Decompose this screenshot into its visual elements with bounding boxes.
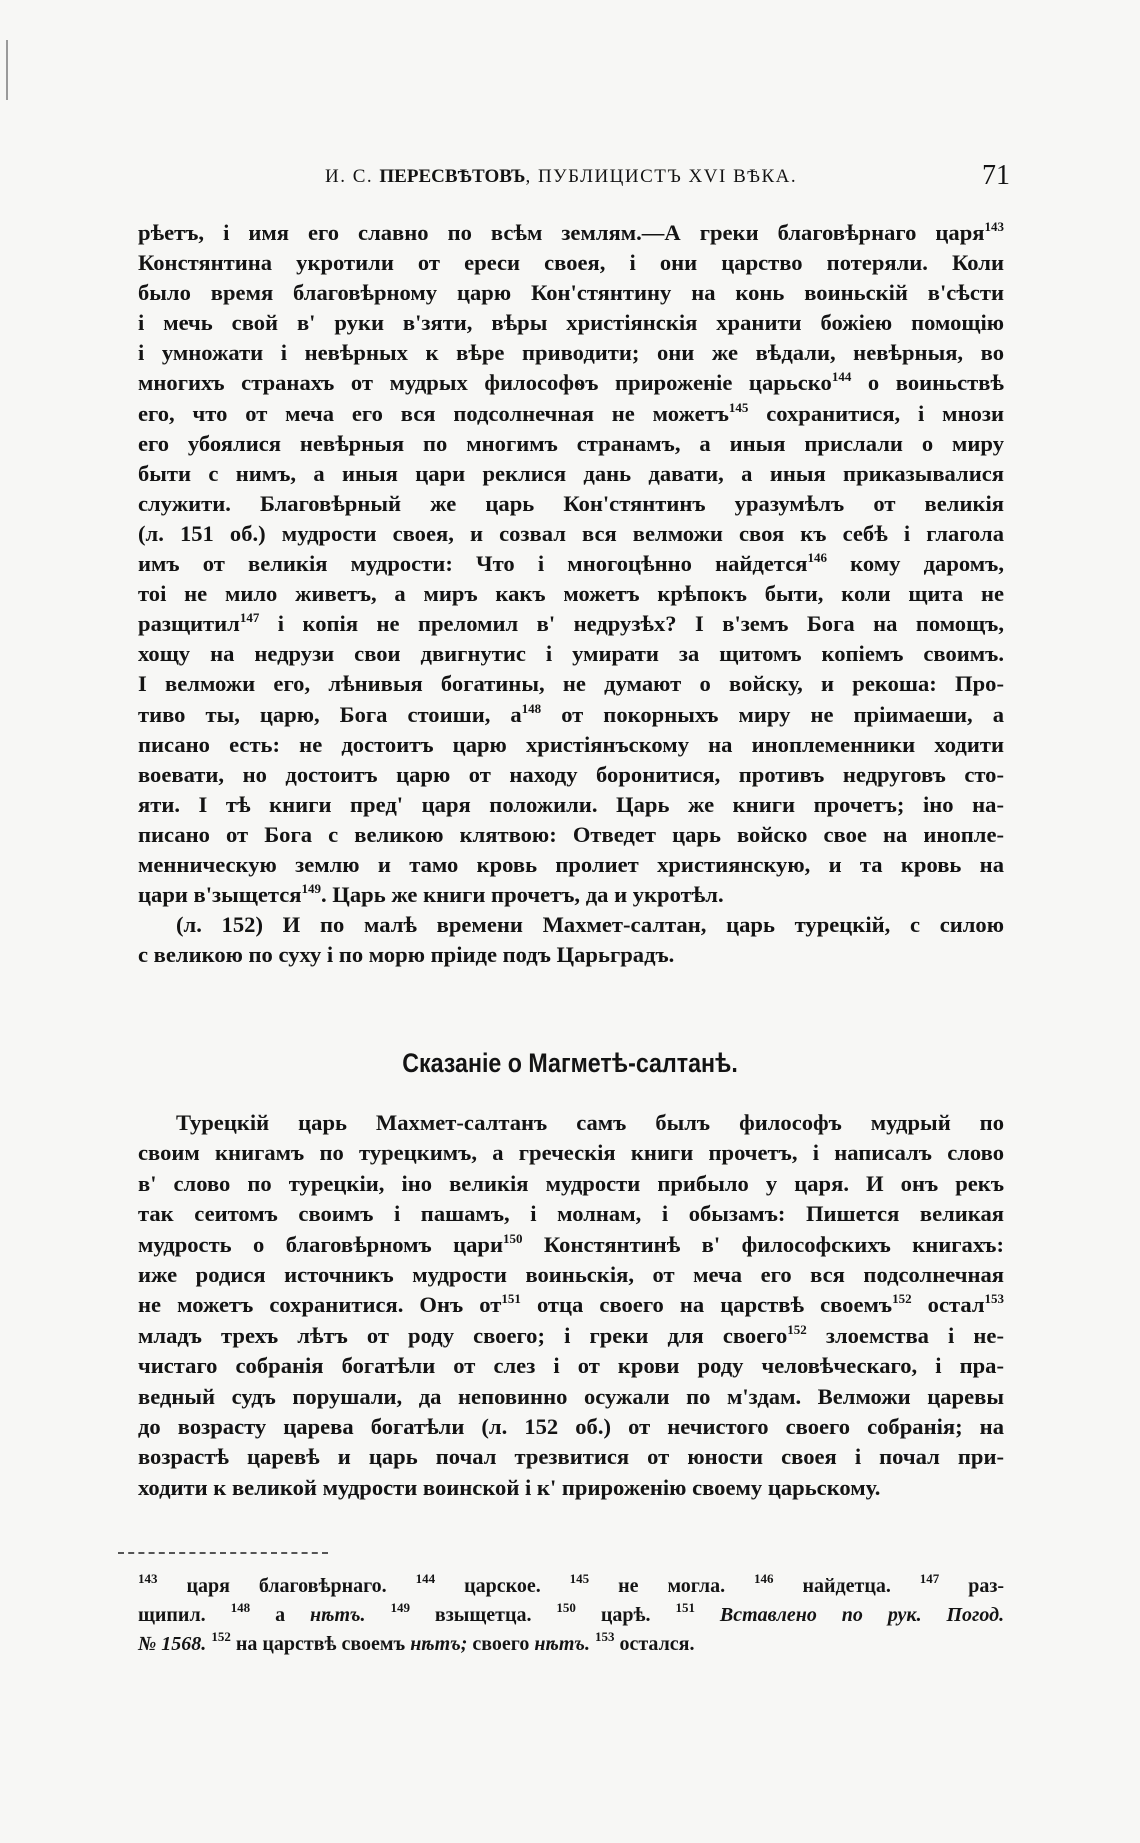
footnote-ref: 152: [892, 1291, 912, 1307]
footnote-line: № 1568. $^{152}$ на царствѣ своемъ нѣтъ; своего нѣтъ. $^{153}$ остался.: [138, 1629, 695, 1655]
text-line: цари в'зыщется$^{149}$. Царь же книги прочетъ, да и укротѣл.: [138, 881, 724, 908]
text-line: младъ трехъ лѣтъ от роду своего; і греки для своего$^{152}$ злоемства і не-: [138, 1321, 1004, 1348]
text-line: так сеитомъ своимъ і пашамъ, і молнам, і обызамъ: Пишется великая: [138, 1201, 1004, 1227]
footnote-ref: 143: [984, 219, 1004, 234]
text-line: тиво ты, царю, Бога стоиши, $а^{148}$ от покорныхъ миру не пріимаеши, а: [138, 700, 1004, 727]
text-line: яти. І тѣ книги пред' царя положили. Царь же книги прочетъ; іно на-: [138, 791, 1004, 817]
footnote-divider: [118, 1552, 328, 1554]
page-number: 71: [982, 160, 1010, 191]
text-line: І велможи его, лѣнивыя богатины, не думают о войску, и рекоша: Про-: [138, 671, 1004, 697]
text-line: (л. 151 об.) мудрости своея, и созвал вся велможи своя къ себѣ і глагола: [138, 520, 1004, 546]
text-line: не можетъ сохранитися. Онъ $от^{151}$ отца своего на царствѣ своемъ$^{152}$ остал$^{153}$: [138, 1291, 1005, 1318]
text-line: (л. 152) И по малѣ времени Махмет-салтан, царь турецкій, с силою: [176, 912, 1004, 938]
text-line: Констянтина укротили от ереси своея, і они царство потеряли. Коли: [138, 250, 1004, 276]
text-line: мудрость о благовѣрномъ цари$^{150}$ Констянтинѣ в' философскихъ книгахъ:: [138, 1230, 1004, 1257]
text-line: служити. Благовѣрный же царь Кон'стянтинъ уразумѣлъ от великія: [138, 490, 1004, 516]
text-line: быти с нимъ, а иныя цари реклися дань давати, а иныя приказывалися: [138, 460, 1004, 486]
footnote-ref: 147: [239, 610, 260, 626]
text-line: разщитил$^{147}$ і копія не преломил в' недрузѣх? І в'земъ Бога на помощъ,: [138, 610, 1004, 637]
text-line: і умножати і невѣрных к вѣре приводити; они же вѣдали, невѣрныя, во: [138, 340, 1004, 366]
footnote-ref: 145: [728, 399, 749, 415]
text-line: менническую землю и тамо кровь пролиет християнскую, и та кровь на: [138, 851, 1004, 877]
text-line: ходити к великой мудрости воинской і к' прироженію своему царьскому.: [138, 1474, 881, 1500]
running-title: И. С. ПЕРЕСВѢТОВЪ, ПУБЛИЦИСТЪ XVI ВѢКА.: [325, 166, 798, 187]
footnote-ref: 151: [501, 1291, 521, 1307]
scan-edge-mark: [6, 40, 8, 100]
running-header: [130, 160, 1010, 192]
footnote-line: $^{143}$ царя благовѣрнаго. $^{144}$ царское. $^{145}$ не могла. $^{146}$ найдетца. $^{147}$ раз-: [138, 1571, 1005, 1597]
text-line: многихъ странахъ от мудрых философѳъ прироженіе царьско$^{144}$ о воиньствѣ: [138, 369, 1004, 396]
footnotes: [138, 1572, 1004, 1659]
text-line: имъ от великія мудрости: Что і многоцѣнно найдется$^{146}$ кому даромъ,: [138, 550, 1004, 577]
text-line: иже родися источникъ мудрости воиньскія, от меча его вся подсолнечная: [138, 1262, 1004, 1288]
text-line: Турецкій царь Махмет-салтанъ самъ былъ философъ мудрый по: [176, 1110, 1004, 1135]
text-line: его убоялися невѣрныя по многимъ странамъ, а иныя прислали о миру: [138, 430, 1004, 456]
section-title: Сказаніе о Магметѣ-салтанѣ.: [402, 1048, 738, 1078]
text-line: было время благовѣрному царю Кон'стянтину на конь воиньскій в'сѣсти: [138, 280, 1004, 306]
text-line: с великою по суху і по морю пріиде подъ Царьградъ.: [138, 942, 675, 968]
text-line: ведный судъ порушали, да неповинно осужали по м'здам. Велможи царевы: [138, 1383, 1004, 1409]
text-line: в' слово по турецкіи, іно великія мудрости прибыло у царя. И онъ рекъ: [138, 1170, 1004, 1196]
text-line: возрастѣ царевѣ и царь почал трезвитися от юности своея і почал при-: [138, 1444, 1004, 1470]
footnote-ref: 144: [831, 369, 852, 385]
footnote-line: щипил. $^{148}$ а нѣтъ. $^{149}$ взыщетца. $^{150}$ царѣ. $^{151}$ Вставлено по рук. Погод.: [138, 1600, 1005, 1626]
footnote-ref: 149: [301, 881, 321, 897]
footnote-ref: 152: [787, 1321, 807, 1337]
paragraph-continued: [138, 218, 1004, 970]
text-line: воевати, но достоитъ царю от находу боронитися, противъ недруговъ сто-: [138, 761, 1004, 787]
footnote-ref: 153: [984, 1291, 1005, 1307]
text-line: его, что от меча его вся подсолнечная не можетъ$^{145}$ сохранитися, і мнози: [138, 399, 1004, 426]
text-line: рѣетъ, і имя его славно по всѣм землям.—А греки благовѣрнаго царя$^{143}$: [138, 219, 1004, 245]
text-line: до возрасту царева богатѣли (л. 152 об.) от нечистого своего собранія; на: [138, 1414, 1004, 1440]
footnote-ref: 146: [807, 550, 827, 566]
text-line: писано есть: не достоитъ царю христіянъскому на иноплеменники ходити: [138, 731, 1004, 757]
footnote-ref: 150: [503, 1230, 523, 1246]
text-line: своим книгамъ по турецкимъ, а греческія книги прочетъ, і написалъ слово: [138, 1140, 1004, 1166]
text-line: тоі не мило живетъ, а миръ какъ можетъ крѣпокъ быти, коли щита не: [138, 581, 1004, 607]
text-line: писано от Бога с великою клятвою: Отведет царь войско свое на инопле-: [138, 821, 1004, 847]
text-line: і мечь свой в' руки в'зяти, вѣры христіянскія хранити божіею помощію: [138, 310, 1004, 336]
paragraph-makhmet: [138, 1108, 1004, 1503]
footnote-ref: 148: [521, 700, 542, 716]
text-line: хощу на недрузи свои двигнутис і умирати за щитомъ копіемъ своимъ.: [138, 641, 1004, 667]
text-line: чистаго собранія богатѣли от слез і от крови роду человѣческаго, і пра-: [138, 1353, 1004, 1379]
